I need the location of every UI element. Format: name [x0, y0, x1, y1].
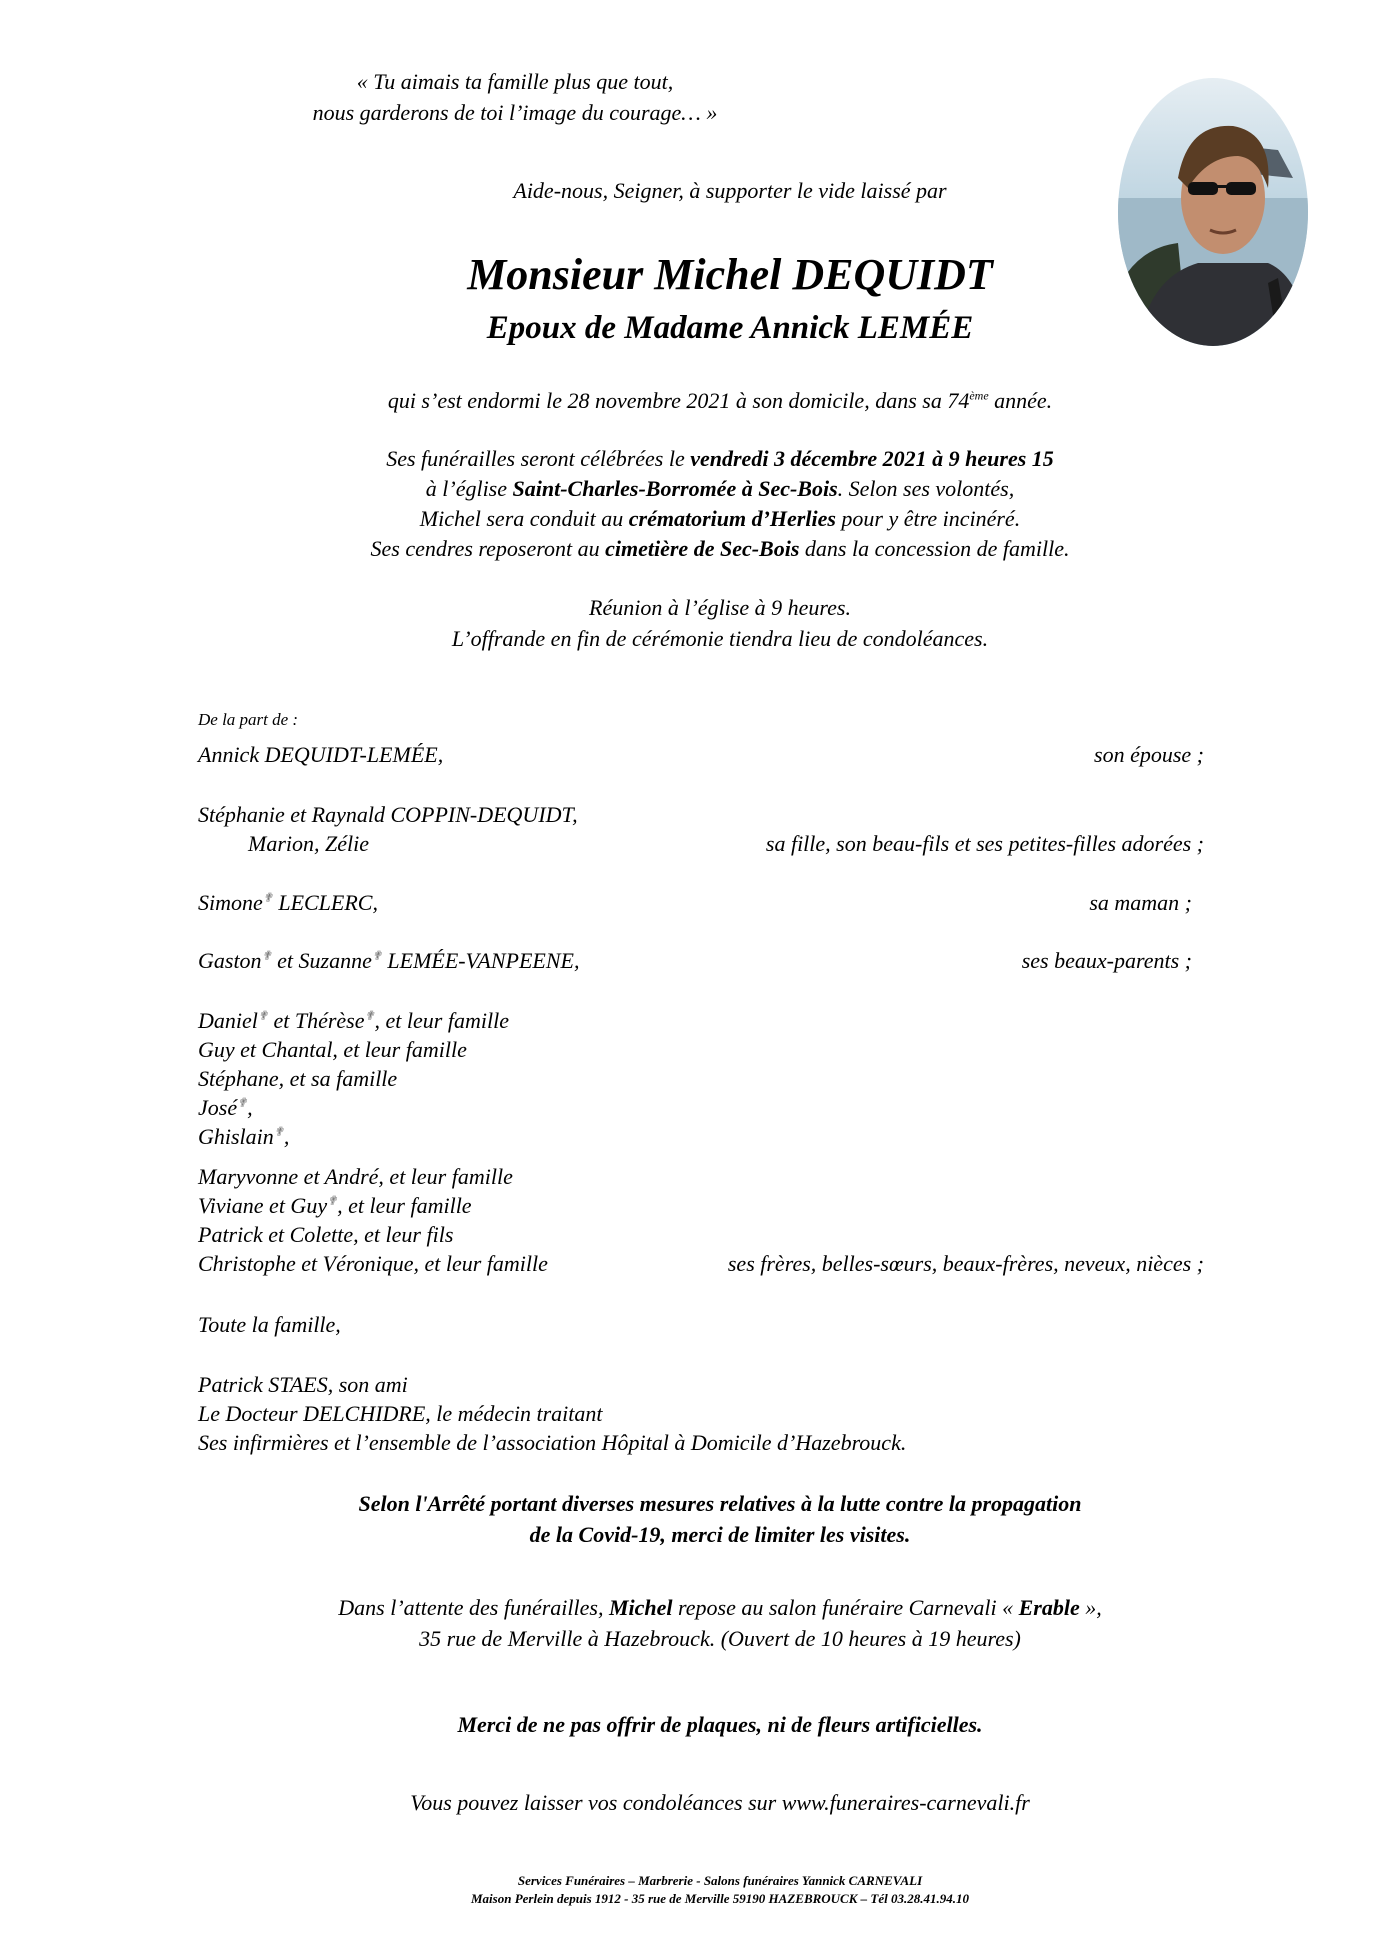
salon-text: », [1079, 1595, 1102, 1620]
passing-text: qui s’est endormi le 28 novembre 2021 à son domicile, dans sa 74 [387, 388, 970, 413]
person-name: Viviane et Guy [198, 1193, 328, 1218]
family-name: Ses infirmières et l’ensemble de l’association Hôpital à Domicile d’Hazebrouck. [198, 1430, 907, 1455]
family-name [198, 1124, 289, 1150]
church-name: Saint-Charles-Borromée à Sec-Bois [512, 476, 838, 501]
person-name: , et leur famille [374, 1008, 509, 1033]
funeral-line-4 [260, 534, 1180, 564]
funeral-text: Ses funérailles seront célébrées le [386, 446, 691, 471]
deceased-photo [1118, 78, 1308, 346]
family-name [198, 1193, 472, 1219]
funeral-text: pour y être incinéré. [835, 506, 1021, 531]
family-name: Annick DEQUIDT-LEMÉE, [198, 742, 444, 767]
funeral-text: Michel sera conduit au [419, 506, 629, 531]
funeral-text: à l’église [425, 476, 513, 501]
funeral-text: dans la concession de famille. [799, 536, 1070, 561]
salon-text: repose au salon funéraire Carnevali « [672, 1595, 1019, 1620]
quote-line-2: nous garderons de toi l’image du courage… » [312, 100, 718, 125]
family-name: Marion, Zélie [248, 831, 369, 856]
covid-line-2: de la Covid-19, merci de limiter les visites. [529, 1522, 911, 1547]
footer [300, 1872, 1140, 1908]
covid-line-1: Selon l'Arrêté portant diverses mesures relatives à la lutte contre la propagation [358, 1491, 1082, 1516]
person-name: LECLERC, [272, 890, 378, 915]
passing-ordinal: ème [969, 388, 989, 403]
prayer-text: Aide-nous, Seigner, à supporter le vide laissé par [513, 178, 947, 203]
cross-icon: ✟ [327, 1193, 338, 1208]
funeral-line-2 [260, 474, 1180, 504]
person-name: Gaston [198, 948, 262, 973]
salon-line-1 [240, 1592, 1200, 1623]
salon-first-name: Michel [608, 1595, 673, 1620]
cross-icon: ✟ [262, 890, 273, 905]
family-name: Le Docteur DELCHIDRE, le médecin traitant [198, 1401, 603, 1426]
person-name: Daniel [198, 1008, 258, 1033]
footer-line-2: Maison Perlein depuis 1912 - 35 rue de Merville 59190 HAZEBROUCK – Tél 03.28.41.94.10 [471, 1891, 969, 1906]
passing-line [270, 388, 1170, 414]
family-relation: son épouse ; [1094, 742, 1204, 767]
portrait-image [1118, 78, 1308, 346]
funeral-text: . Selon ses volontés, [837, 476, 1015, 501]
de-la-part-label: De la part de : [198, 710, 299, 729]
cross-icon: ✟ [371, 948, 382, 963]
family-relation: sa fille, son beau-fils et ses petites-filles adorées ; [765, 831, 1204, 856]
person-name: Simone [198, 890, 263, 915]
condolences-link[interactable]: Vous pouvez laisser vos condoléances sur www.funeraires-carnevali.fr [410, 1790, 1030, 1815]
family-name: Stéphanie et Raynald COPPIN-DEQUIDT, [198, 802, 578, 827]
family-name: Patrick STAES, son ami [198, 1372, 408, 1397]
salon-text: Dans l’attente des funérailles, [338, 1595, 609, 1620]
family-row-spouse [198, 742, 1204, 768]
person-name: , [283, 1124, 290, 1149]
family-name [198, 1008, 509, 1034]
family-name [198, 1095, 253, 1121]
cross-icon: ✟ [261, 948, 272, 963]
person-name: LEMÉE-VANPEENE, [381, 948, 580, 973]
funeral-details [260, 444, 1180, 564]
family-row-siblings [198, 1251, 1204, 1277]
family-name [198, 890, 378, 915]
family-name: Toute la famille, [198, 1312, 341, 1337]
family-row-daughter [198, 831, 1204, 857]
family-name [198, 948, 579, 973]
quote-line-1: « Tu aimais ta famille plus que tout, [356, 69, 674, 94]
family-row-in-laws [198, 948, 1204, 974]
crematorium-name: crématorium d’Herlies [628, 506, 836, 531]
family-name: Stéphane, et sa famille [198, 1066, 398, 1091]
cross-icon: ✟ [364, 1008, 375, 1023]
person-name: et Suzanne [271, 948, 372, 973]
cross-icon: ✟ [237, 1095, 248, 1110]
covid-notice [280, 1488, 1160, 1550]
funeral-text: Ses cendres reposeront au [370, 536, 606, 561]
reunion-line-2: L’offrande en fin de cérémonie tiendra lieu de condoléances. [451, 626, 989, 651]
funeral-line-3 [260, 504, 1180, 534]
salon-room: Erable [1018, 1595, 1080, 1620]
no-flowers-notice: Merci de ne pas offrir de plaques, ni de fleurs artificielles. [457, 1712, 983, 1737]
person-name: , [247, 1095, 253, 1120]
family-relation: sa maman ; [1089, 890, 1192, 915]
person-name: et Thérèse [267, 1008, 365, 1033]
family-name: Guy et Chantal, et leur famille [198, 1037, 467, 1062]
family-row-mother [198, 890, 1204, 916]
person-name: José [198, 1095, 238, 1120]
funeral-line-1 [260, 444, 1180, 474]
cross-icon: ✟ [257, 1008, 268, 1023]
reunion-line-1: Réunion à l’église à 9 heures. [589, 595, 851, 620]
family-name: Patrick et Colette, et leur fils [198, 1222, 454, 1247]
salon-info [240, 1592, 1200, 1654]
reunion-info [260, 592, 1180, 654]
footer-line-1: Services Funéraires – Marbrerie - Salons funéraires Yannick CARNEVALI [517, 1873, 923, 1888]
family-name: Maryvonne et André, et leur famille [198, 1164, 513, 1189]
deceased-name: Monsieur Michel DEQUIDT [467, 250, 993, 299]
family-name: Christophe et Véronique, et leur famille [198, 1251, 548, 1276]
salon-line-2: 35 rue de Merville à Hazebrouck. (Ouvert de 10 heures à 19 heures) [419, 1626, 1021, 1651]
family-relation: ses frères, belles-sœurs, beaux-frères, neveux, nièces ; [727, 1251, 1204, 1276]
person-name: Ghislain [198, 1124, 274, 1149]
family-relation: ses beaux-parents ; [1021, 948, 1192, 973]
person-name: , et leur famille [337, 1193, 472, 1218]
opening-quote [300, 66, 730, 128]
spouse-line: Epoux de Madame Annick LEMÉE [486, 310, 974, 346]
cross-icon: ✟ [273, 1124, 284, 1139]
cemetery-name: cimetière de Sec-Bois [605, 536, 800, 561]
passing-text-end: année. [988, 388, 1053, 413]
funeral-date: vendredi 3 décembre 2021 à 9 heures 15 [690, 446, 1054, 471]
